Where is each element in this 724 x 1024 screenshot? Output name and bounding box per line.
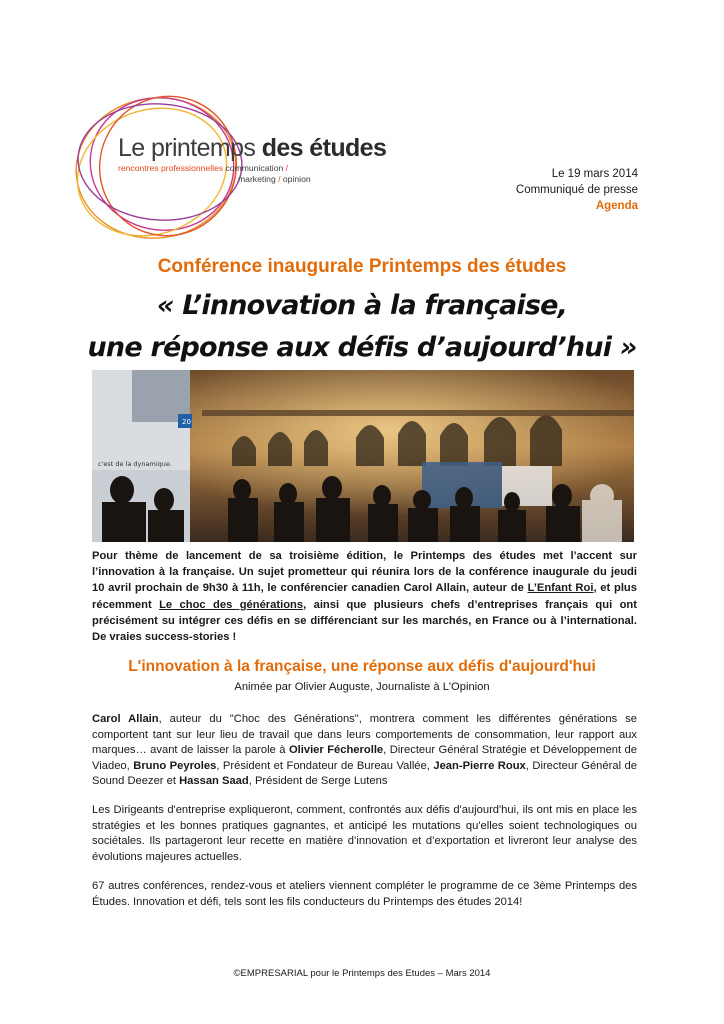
headline-line1: « L’innovation à la française, bbox=[156, 290, 568, 321]
logo-tagline-3: opinion bbox=[282, 174, 311, 184]
photo-banner-number: 20 bbox=[182, 418, 191, 426]
logo-text bbox=[118, 134, 387, 185]
logo-tagline bbox=[118, 163, 348, 174]
logo-title-light: Le printemps bbox=[118, 134, 256, 162]
speaker-name: Bruno Peyroles bbox=[133, 759, 217, 772]
intro-paragraph bbox=[92, 548, 637, 645]
book-link-choc-generations[interactable]: Le choc des générations bbox=[159, 598, 304, 611]
logo bbox=[72, 92, 387, 242]
book-link-enfant-roi[interactable]: L’Enfant Roi bbox=[527, 582, 594, 595]
intro-text-3: , ainsi que plusieurs chefs d’entreprises français qui ont précisément su intégrer ces défis en se différenciant sur les marchés, en France ou à l’international. De vraies success-stories ! bbox=[92, 598, 637, 644]
section-title: L'innovation à la française, une réponse aux défis d'aujourd'hui bbox=[128, 658, 596, 675]
intro-text-1: Pour thème de lancement de sa troisième édition, le Printemps des études met l’accent sur l’innovation à la française. Un sujet prometteur qui réunira lors de la conférence inaugurale du jeudi 10 avril prochain de 9h30 à 11h, le conférencier canadien Carol Allain, auteur de bbox=[92, 550, 637, 595]
logo-tagline-sep2: / bbox=[278, 174, 281, 184]
press-date: Le 19 mars 2014 bbox=[551, 168, 638, 180]
speakers-paragraph bbox=[92, 712, 637, 790]
logo-tagline-1: communication bbox=[225, 163, 284, 173]
section-subtitle: Animée par Olivier Auguste, Journaliste à L'Opinion bbox=[234, 681, 490, 693]
logo-tagline-sep: / bbox=[285, 163, 289, 173]
speakers-text-4: , Directeur Général de Sound Deezer et bbox=[92, 759, 637, 788]
program-paragraph: 67 autres conférences, rendez-vous et ateliers viennent compléter le programme de ce 3ème Printemps des Études. Innovation et défi, tels sont les fils conducteurs du Printemps des études 2014! bbox=[92, 880, 637, 908]
logo-title-bold: des études bbox=[261, 134, 387, 162]
logo-tagline-line2 bbox=[118, 174, 348, 185]
logo-tagline-2: marketing bbox=[238, 174, 276, 184]
speakers-text-1: , auteur du "Choc des Générations", montrera comment les différentes générations se comportent tant sur leur lieu de travail que dans leurs comportements de consommation, leur rapport aux marques… avant de laisser la parole à bbox=[92, 713, 638, 757]
speaker-name: Carol Allain bbox=[92, 713, 159, 725]
speaker-name: Olivier Fécherolle bbox=[288, 744, 384, 757]
headline bbox=[0, 285, 724, 369]
footer-copyright: ©EMPRESARIAL pour le Printemps des Etudes – Mars 2014 bbox=[233, 968, 491, 979]
press-type: Communiqué de presse bbox=[515, 184, 638, 196]
press-meta bbox=[516, 166, 638, 214]
speakers-text-2: , Directeur Général Stratégie et Développement de Viadeo, bbox=[92, 744, 637, 772]
speakers-text-3: , Président et Fondateur de Bureau Vallée, bbox=[216, 759, 434, 772]
intro-text-2: , et plus récemment bbox=[92, 582, 637, 611]
logo-title bbox=[118, 134, 387, 162]
photo-banner-text: c'est de la dynamique. bbox=[98, 460, 172, 468]
conference-hall-photo bbox=[92, 370, 634, 542]
speaker-name: Jean-Pierre Roux bbox=[433, 759, 526, 772]
speaker-name: Hassan Saad bbox=[179, 775, 249, 788]
speakers-text-5: , Président de Serge Lutens bbox=[248, 775, 388, 788]
logo-tagline-accent: rencontres professionnelles bbox=[118, 163, 224, 173]
event-photo bbox=[92, 370, 634, 542]
conference-subtitle: Conférence inaugurale Printemps des études bbox=[157, 256, 567, 277]
press-agenda: Agenda bbox=[595, 200, 638, 212]
headline-line2: une réponse aux défis d’aujourd’hui » bbox=[87, 332, 637, 363]
leaders-paragraph: Les Dirigeants d'entreprise expliqueront, comment, confrontés aux défis d'aujourd'hui, ils ont mis en place les stratégies et les bonnes pratiques gagnantes, et anticipé les mutations qu'elles soient technologiques ou sociétales. Ils partageront leur recette en matière d’innovation et d’exportation et livreront leur analyse des évolutions majeures actuelles. bbox=[92, 804, 637, 863]
